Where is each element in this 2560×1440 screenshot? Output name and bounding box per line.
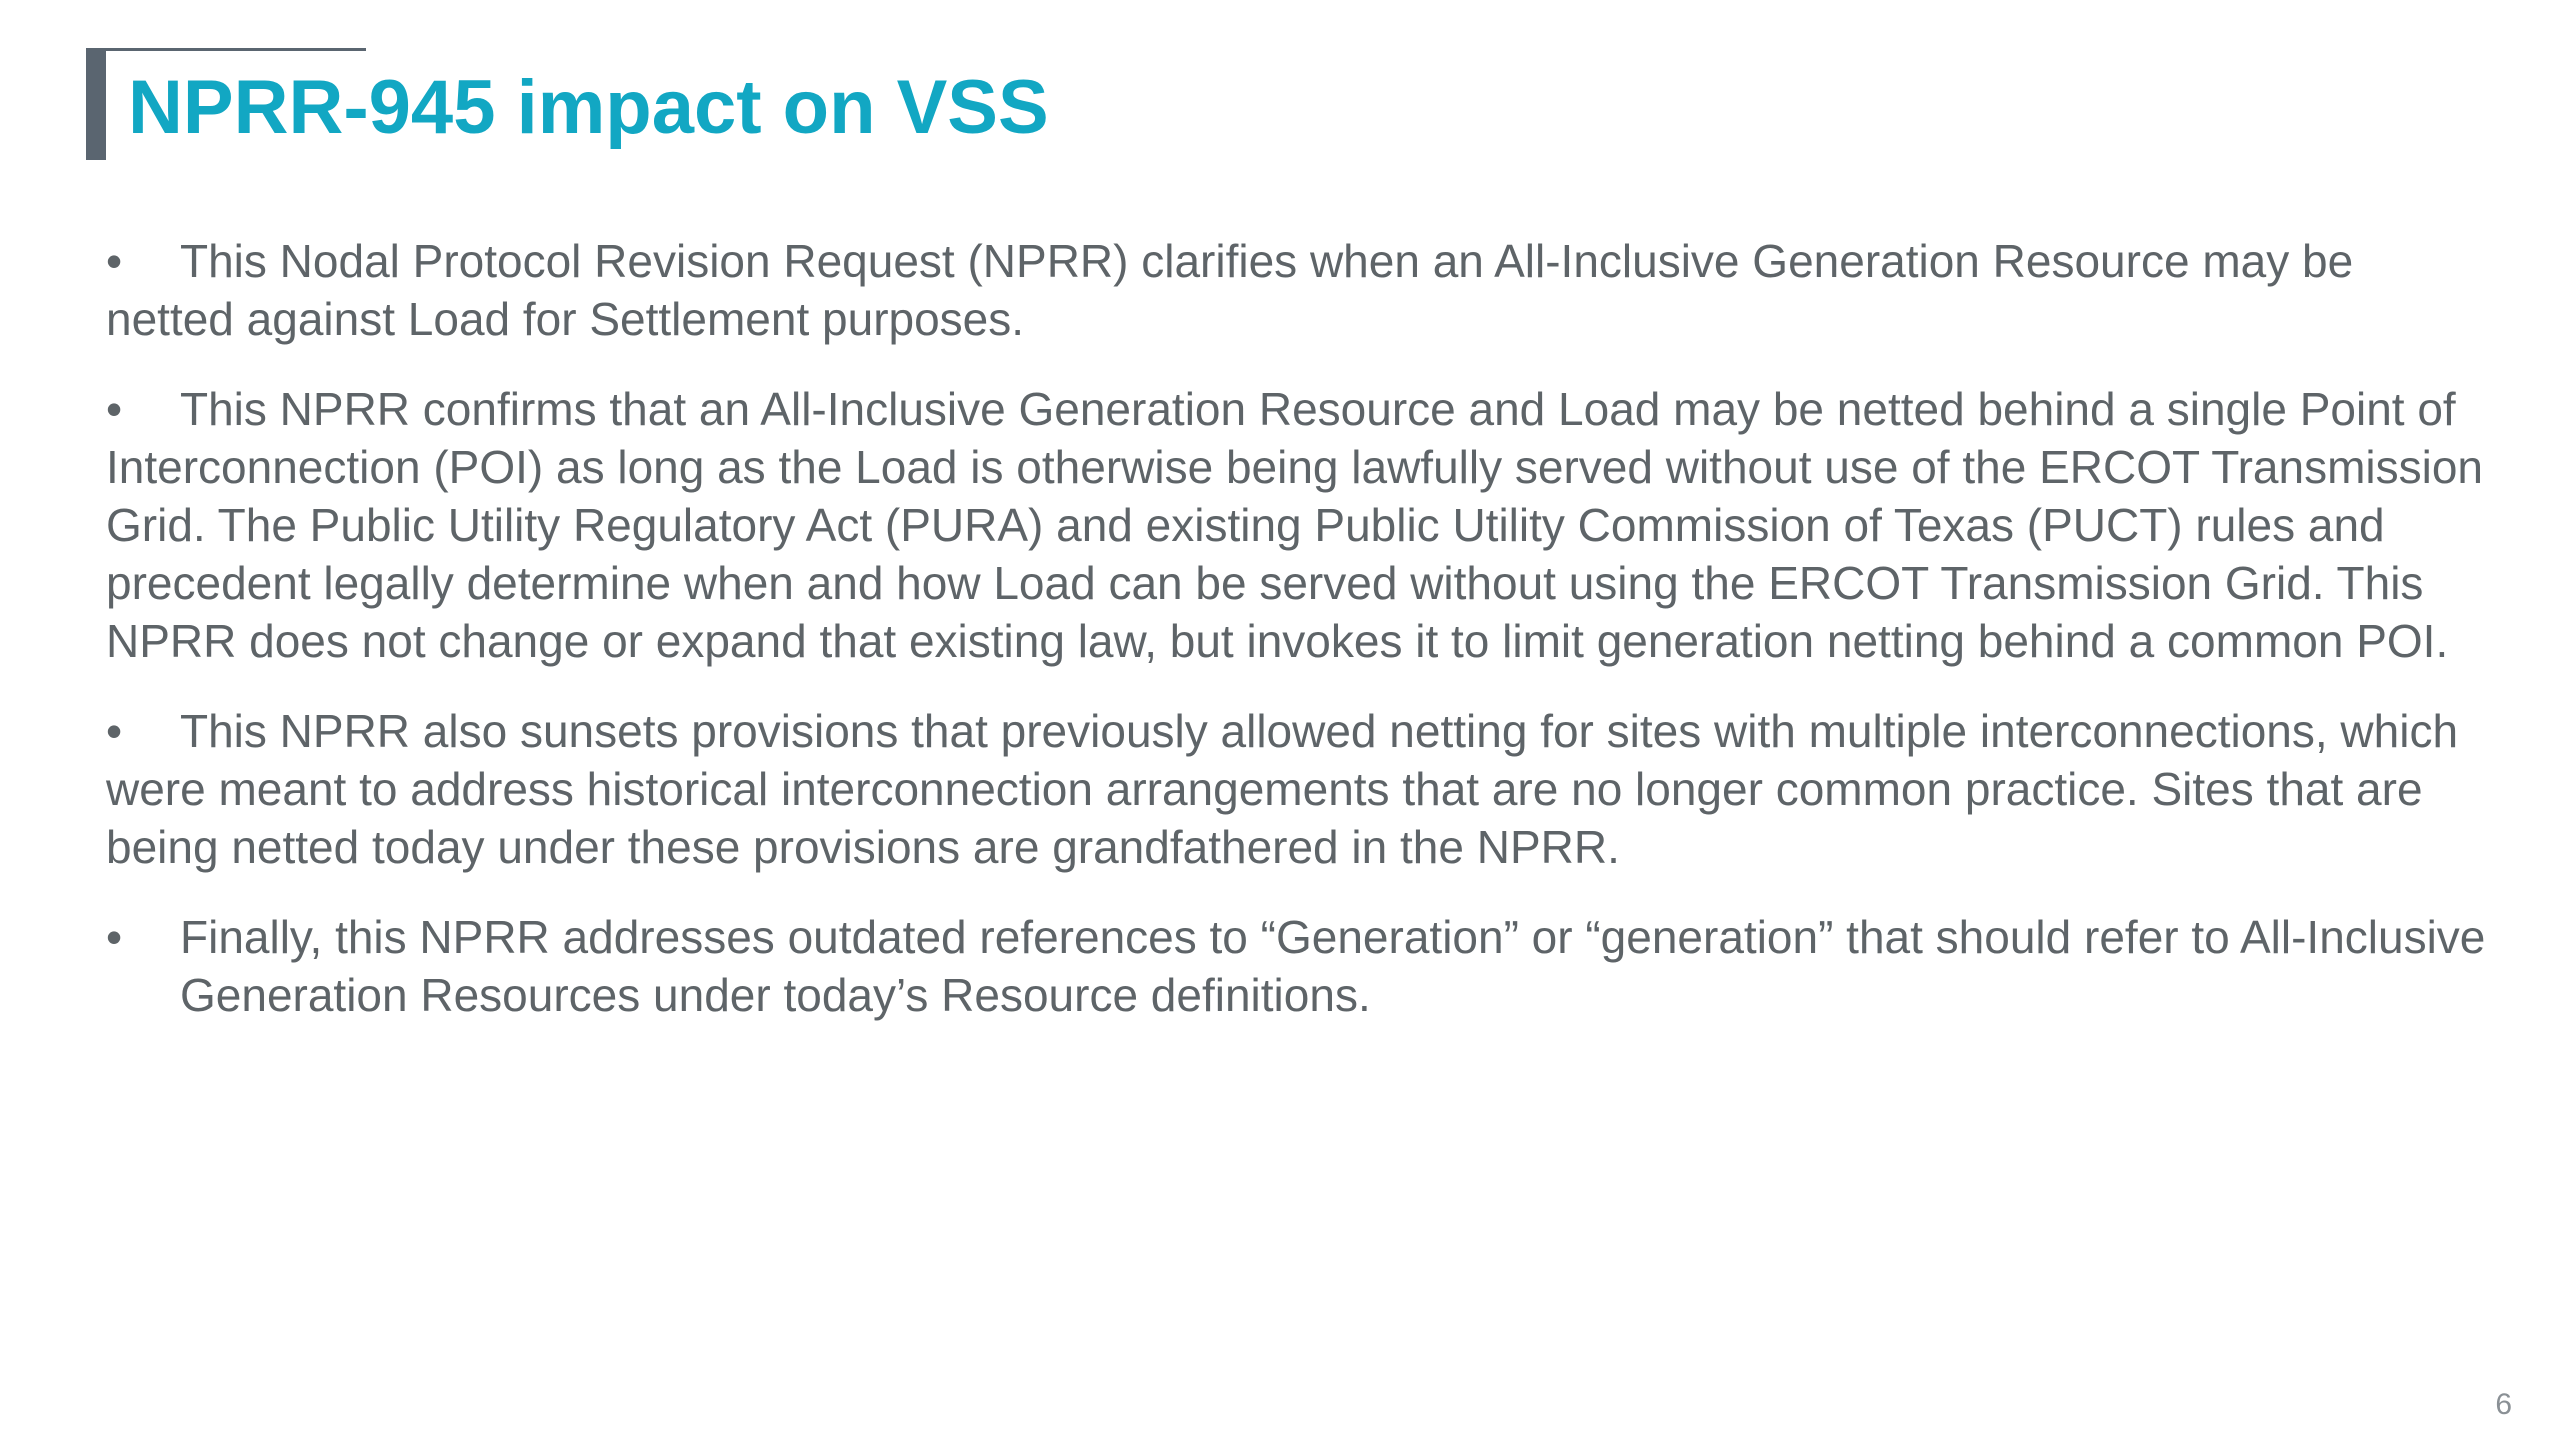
title-accent-bar	[86, 50, 106, 160]
bullet-text-2: This NPRR confirms that an All-Inclusive Generation Resource and Load may be netted behind a single Point of Interconnection (POI) as long as the Load is otherwise being lawfully served without use of the ERCOT Transmission Grid. The Public Utility Regulatory Act (PURA) and existing Public Utility Commission of Texas (PUCT) rules and precedent legally determine when and how Load can be served without using the ERCOT Transmission Grid. This NPRR does not change or expand that existing law, but invokes it to limit generation netting behind a common POI.	[106, 383, 2483, 667]
slide-title: NPRR-945 impact on VSS	[128, 65, 1049, 150]
bullet-icon: •	[106, 383, 123, 435]
bullet-item-4	[106, 908, 2486, 1024]
bullet-item-2	[106, 380, 2486, 670]
title-accent-line	[86, 48, 366, 51]
bullet-item-3	[106, 702, 2486, 876]
bullet-text-3: This NPRR also sunsets provisions that previously allowed netting for sites with multiple interconnections, which were meant to address historical interconnection arrangements that are no longer common practice. Sites that are being netted today under these provisions are grandfathered in the NPRR.	[106, 705, 2459, 873]
slide-content	[106, 232, 2486, 1024]
bullet-icon: •	[106, 235, 123, 287]
bullet-text-1: This Nodal Protocol Revision Request (NPRR) clarifies when an All-Inclusive Generation Resource may be netted against Load for Settlement purposes.	[106, 235, 2354, 345]
bullet-icon: •	[106, 705, 123, 757]
bullet-item-1	[106, 232, 2486, 348]
bullet-text-4: Finally, this NPRR addresses outdated references to “Generation” or “generation” that should refer to All-Inclusive Generation Resources under today’s Resource definitions.	[180, 911, 2486, 1021]
bullet-icon: •	[106, 911, 123, 963]
page-number: 6	[2495, 1388, 2512, 1421]
